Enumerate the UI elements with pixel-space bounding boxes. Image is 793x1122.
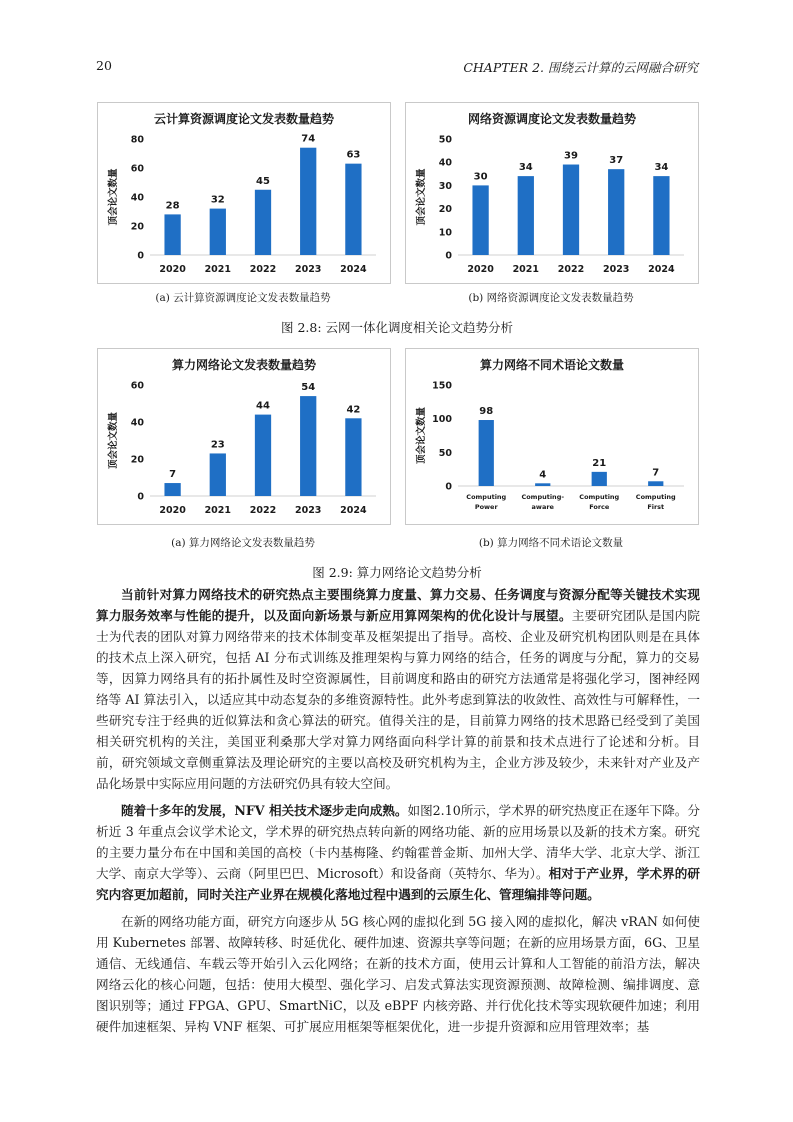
x-tick-label: 2023 <box>294 505 322 516</box>
y-axis-label: 顶会论文数量 <box>108 168 119 226</box>
chart-svg <box>98 103 390 283</box>
paragraph-3 <box>96 911 700 1037</box>
y-tick-label: 150 <box>432 380 452 392</box>
chart-title: 云计算资源调度论文发表数量趋势 <box>153 112 335 126</box>
chart-network-scheduling <box>405 102 699 284</box>
data-label: 23 <box>210 439 225 451</box>
subcaption-2-9b: (b) 算力网络不同术语论文数量 <box>478 537 624 549</box>
data-label: 7 <box>652 467 660 479</box>
x-tick-label: 2023 <box>294 264 322 275</box>
bar <box>255 190 271 255</box>
x-tick-label: 2020 <box>159 264 186 275</box>
y-tick-label: 20 <box>438 204 452 216</box>
subcaption-2-8a: (a) 云计算资源调度论文发表数量趋势 <box>155 292 331 304</box>
data-label: 98 <box>479 406 494 418</box>
x-tick-label: aware <box>531 503 554 511</box>
x-tick-label: 2021 <box>204 505 232 516</box>
bar <box>164 214 180 255</box>
figure-caption-2-9: 图 2.9: 算力网络论文趋势分析 <box>312 565 482 580</box>
x-tick-label: 2024 <box>340 264 367 275</box>
y-tick-label: 0 <box>137 250 144 262</box>
bar <box>563 165 579 255</box>
page-number: 20 <box>96 58 112 73</box>
bar <box>210 453 226 496</box>
paragraph-1 <box>96 584 700 794</box>
data-label: 39 <box>564 150 578 162</box>
chart-title: 算力网络论文发表数量趋势 <box>171 358 317 372</box>
y-tick-label: 60 <box>130 163 144 175</box>
data-label: 37 <box>609 155 624 167</box>
paragraph-3-text: 在新的网络功能方面，研究方向逐步从 5G 核心网的虚拟化到 5G 接入网的虚拟化，解决 vRAN 如何使用 Kubernetes 部署、故障转移、时延优化、硬件加速、资源共享等问题；在新的应用场景方面，6G、卫星通信、无线通信、车载云等开始引入云化网络；在新的技术方面，使用云计算和人工智能的前沿方法，解决网络云化的核心问题，包括：使用大模型、强化学习、启发式算法实现资源预测、故障检测、编排调度、意图识别等；通过 FPGA、GPU、SmartNiC，以及 eBPF 内核旁路、并行优化技术等实现软硬件加速；利用硬件加速框架、异构 VNF 框架、可扩展应用框架等框架优化，进一步提升资源和应用管理效率；基 <box>96 914 700 1034</box>
y-tick-label: 20 <box>130 454 144 466</box>
bar <box>479 420 494 486</box>
x-tick-label: 2022 <box>249 264 277 275</box>
chart-svg <box>406 103 698 283</box>
chart-title: 网络资源调度论文发表数量趋势 <box>467 112 637 126</box>
x-tick-label: 2020 <box>467 264 494 275</box>
page-header <box>96 58 698 78</box>
y-tick-label: 0 <box>445 481 452 493</box>
data-label: 21 <box>592 457 607 469</box>
y-tick-label: 50 <box>438 447 452 459</box>
x-tick-label: First <box>647 503 665 511</box>
data-label: 34 <box>654 162 669 174</box>
paragraph-1-bold: 当前针对算力网络技术的研究热点主要围绕算力度量、算力交易、任务调度与资源分配等关键技术实现算力服务效率与性能的提升，以及面向新场景与新应用算网架构的优化设计与展望。 <box>96 587 700 623</box>
bar <box>648 481 663 486</box>
chart-compute-network <box>97 348 391 525</box>
chart-cloud-scheduling <box>97 102 391 284</box>
figure-caption-2-8: 图 2.8: 云网一体化调度相关论文趋势分析 <box>280 320 514 335</box>
data-label: 30 <box>473 171 488 183</box>
data-label: 7 <box>169 469 177 481</box>
data-label: 54 <box>301 382 316 394</box>
paragraph-1-text: 主要研究团队是国内院士为代表的团队对算力网络带来的技术体制变革及框架提出了指导。高校、企业及研究机构团队则是在具体的技术点上深入研究，包括 AI 分布式训练及推理架构与算力网络的结合，任务的调度与分配，算力的交易等，因算力网络具有的拓扑属性及时空资源属性，目前调度和路由的研究方法通常是将强化学习，图神经网络等 AI 算法引入，以适应其中动态复杂的多维资源特性。此外考虑到算法的收敛性、高效性与可解释性，一些研究专注于经典的近似算法和贪心算法的研究。值得关注的是，目前算力网络的技术思路已经受到了美国相关研究机构的关注，美国亚利桑那大学对算力网络面向科学计算的前景和技术点进行了论述和分析。目前，研究领域文章侧重算法及理论研究的主要以高校及研究机构为主，企业方涉及较少，未来针对产业及产品化场景中实际应用问题的方法研究仍具有较大空间。 <box>96 608 701 791</box>
paragraph-2-bold-2: 相对于产业界，学术界的研究内容更加超前，同时关注产业界在规模化落地过程中遇到的云原生化、管理编排等问题。 <box>96 866 701 902</box>
y-tick-label: 40 <box>130 192 144 204</box>
x-tick-label: Computing <box>635 493 676 501</box>
x-tick-label: Computing <box>579 493 620 501</box>
bar <box>653 176 669 255</box>
body-text <box>96 584 700 1043</box>
bar <box>345 164 361 255</box>
y-tick-label: 100 <box>432 414 452 426</box>
paragraph-2 <box>96 800 700 905</box>
chart-svg <box>98 349 390 524</box>
data-label: 44 <box>256 400 270 412</box>
y-axis-label: 顶会论文数量 <box>108 411 119 470</box>
subcaption-2-8b: (b) 网络资源调度论文发表数量趋势 <box>468 292 634 304</box>
bar <box>518 176 534 255</box>
running-title: CHAPTER 2. 围绕云计算的云网融合研究 <box>463 60 698 75</box>
bar <box>255 415 271 496</box>
chart-title: 算力网络不同术语论文数量 <box>479 358 625 372</box>
data-label: 32 <box>210 194 225 206</box>
x-tick-label: Computing <box>466 493 507 501</box>
bar <box>164 483 180 496</box>
x-tick-label: 2024 <box>340 505 367 516</box>
paragraph-2-text: 如图2.10所示，学术界的研究热度正在逐年下降。分析近 3 年重点会议学术论文，学术界的研究热点转向新的网络功能、新的应用场景以及新的技术方案。研究的主要力量分布在中国和美国的高校（卡内基梅隆、约翰霍普金斯、加州大学、清华大学、北京大学、浙江大学、南京大学等）、云商（阿里巴巴、Microsoft）和设备商（英特尔、华为）。 <box>96 803 700 881</box>
bar <box>592 472 607 486</box>
bar <box>535 483 550 486</box>
x-tick-label: 2023 <box>602 264 630 275</box>
data-label: 45 <box>256 175 270 187</box>
data-label: 34 <box>518 162 533 174</box>
y-tick-label: 40 <box>438 157 452 169</box>
data-label: 63 <box>346 149 361 161</box>
x-tick-label: Power <box>474 503 498 511</box>
chart-compute-terms <box>405 348 699 525</box>
chart-svg <box>406 349 698 524</box>
x-tick-label: Computing- <box>521 493 565 501</box>
x-tick-label: 2024 <box>648 264 675 275</box>
x-tick-label: 2022 <box>249 505 277 516</box>
y-tick-label: 10 <box>438 227 452 239</box>
y-axis-label: 顶会论文数量 <box>416 168 427 226</box>
x-tick-label: 2021 <box>512 264 540 275</box>
y-tick-label: 20 <box>130 221 144 233</box>
x-tick-label: 2022 <box>557 264 585 275</box>
bar <box>300 396 316 496</box>
bar <box>608 169 624 255</box>
subcaption-2-9a: (a) 算力网络论文发表数量趋势 <box>171 537 315 549</box>
y-tick-label: 40 <box>130 417 144 429</box>
x-tick-label: Force <box>589 503 610 511</box>
data-label: 28 <box>165 200 180 212</box>
data-label: 42 <box>346 404 361 416</box>
x-tick-label: 2020 <box>159 505 186 516</box>
y-tick-label: 80 <box>130 134 144 146</box>
y-axis-label: 顶会论文数量 <box>416 406 427 465</box>
bar <box>210 209 226 255</box>
y-tick-label: 30 <box>438 180 452 192</box>
y-tick-label: 0 <box>445 250 452 262</box>
bar <box>300 148 316 255</box>
paragraph-2-bold: 随着十多年的发展，NFV 相关技术逐步走向成熟。 <box>121 803 408 818</box>
data-label: 74 <box>301 133 316 145</box>
x-tick-label: 2021 <box>204 264 232 275</box>
y-tick-label: 60 <box>130 380 144 392</box>
data-label: 4 <box>539 469 547 481</box>
y-tick-label: 0 <box>137 491 144 503</box>
bar <box>345 418 361 496</box>
bar <box>472 185 488 255</box>
y-tick-label: 50 <box>438 134 452 146</box>
